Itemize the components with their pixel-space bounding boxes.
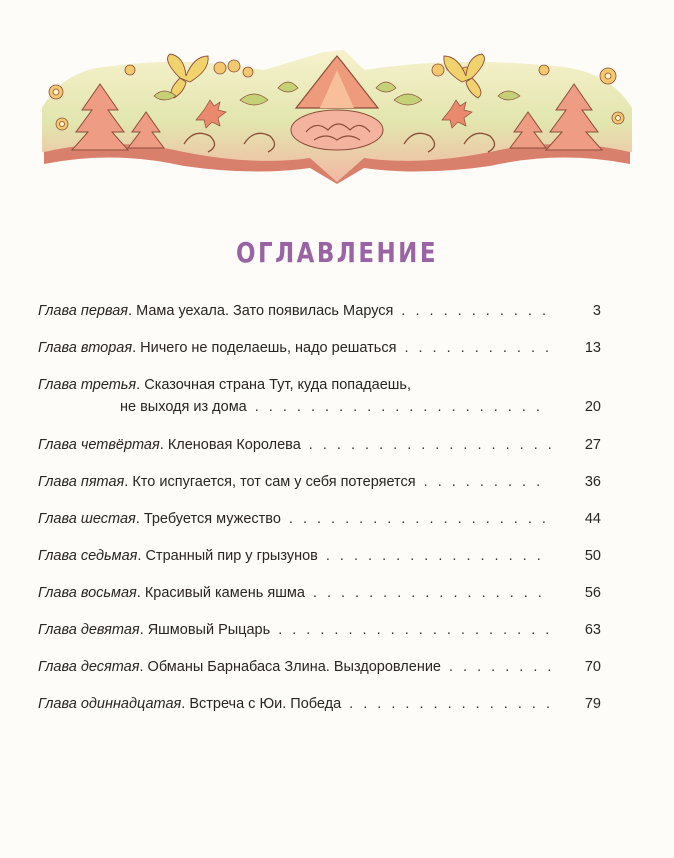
page-title: ОГЛАВЛЕНИЕ: [236, 236, 438, 269]
leader-dots: [349, 693, 551, 715]
toc-entry[interactable]: Глава пятая . Кто испугается, тот сам у себя потеряется . . . 36: [38, 471, 601, 508]
page-number: 27: [584, 437, 601, 453]
leader-dots: [255, 396, 551, 418]
page-number: 44: [584, 511, 601, 527]
chapter-number: Глава первая: [38, 303, 129, 319]
chapter-title: Требуется мужество: [143, 511, 281, 527]
leader-dots: [289, 508, 551, 530]
leader-dots: [313, 582, 551, 604]
page-number: 79: [584, 696, 601, 712]
table-of-contents: [38, 300, 601, 730]
toc-entry[interactable]: Глава десятая . Обманы Барнабаса Злина. Выздоровление . . . 70: [38, 656, 601, 693]
chapter-title: Ничего не поделаешь, надо решаться: [140, 340, 397, 356]
toc-entry[interactable]: Глава восьмая . Красивый камень яшма . . . 56: [38, 582, 601, 619]
chapter-number: Глава четвёртая: [38, 437, 160, 453]
page-number: 20: [584, 399, 601, 415]
toc-entry[interactable]: Глава шестая . Требуется мужество . . . 44: [38, 508, 601, 545]
chapter-number: Глава вторая: [38, 340, 133, 356]
header-ornament-icon: [34, 48, 640, 184]
chapter-number: Глава десятая: [38, 659, 140, 675]
page-number: 13: [584, 340, 601, 356]
toc-entry[interactable]: Глава вторая . Ничего не поделаешь, надо решаться . . . 13: [38, 337, 601, 374]
leader-dots: [401, 300, 551, 322]
chapter-title-continuation: не выходя из дома: [120, 399, 247, 415]
page-number: 36: [584, 474, 601, 490]
chapter-number: Глава шестая: [38, 511, 136, 527]
page-number: 50: [584, 548, 601, 564]
page-number: 70: [584, 659, 601, 675]
page-number: 3: [592, 303, 601, 319]
page-number: 63: [584, 622, 601, 638]
chapter-title: Кленовая Королева: [167, 437, 301, 453]
leader-dots: [424, 471, 551, 493]
chapter-title: Странный пир у грызунов: [145, 548, 318, 564]
chapter-title: Сказочная страна Тут, куда попадаешь,: [144, 377, 411, 393]
chapter-number: Глава девятая: [38, 622, 140, 638]
toc-entry[interactable]: Глава третья . Сказочная страна Тут, куда попадаешь, не выходя из дома . . . 20: [38, 374, 601, 434]
toc-entry[interactable]: Глава седьмая . Странный пир у грызунов . . . 50: [38, 545, 601, 582]
toc-entry[interactable]: Глава одиннадцатая . Встреча с Юи. Победа . . . 79: [38, 693, 601, 730]
chapter-number: Глава третья: [38, 377, 137, 393]
chapter-title: Обманы Барнабаса Злина. Выздоровление: [147, 659, 441, 675]
chapter-number: Глава восьмая: [38, 585, 137, 601]
leader-dots: [404, 337, 551, 359]
chapter-number: Глава седьмая: [38, 548, 138, 564]
chapter-number: Глава пятая: [38, 474, 125, 490]
toc-entry[interactable]: Глава первая . Мама уехала. Зато появилась Маруся . . . 3: [38, 300, 601, 337]
chapter-title: Мама уехала. Зато появилась Маруся: [136, 303, 394, 319]
chapter-title: Кто испугается, тот сам у себя потеряется: [132, 474, 416, 490]
toc-entry[interactable]: Глава девятая . Яшмовый Рыцарь . . . 63: [38, 619, 601, 656]
toc-entry[interactable]: Глава четвёртая . Кленовая Королева . . . 27: [38, 434, 601, 471]
chapter-title: Яшмовый Рыцарь: [147, 622, 271, 638]
leader-dots: [449, 656, 551, 678]
chapter-title: Красивый камень яшма: [144, 585, 305, 601]
chapter-number: Глава одиннадцатая: [38, 696, 182, 712]
chapter-title: Встреча с Юи. Победа: [189, 696, 342, 712]
leader-dots: [326, 545, 551, 567]
leader-dots: [309, 434, 551, 456]
leader-dots: [278, 619, 551, 641]
page-number: 56: [584, 585, 601, 601]
